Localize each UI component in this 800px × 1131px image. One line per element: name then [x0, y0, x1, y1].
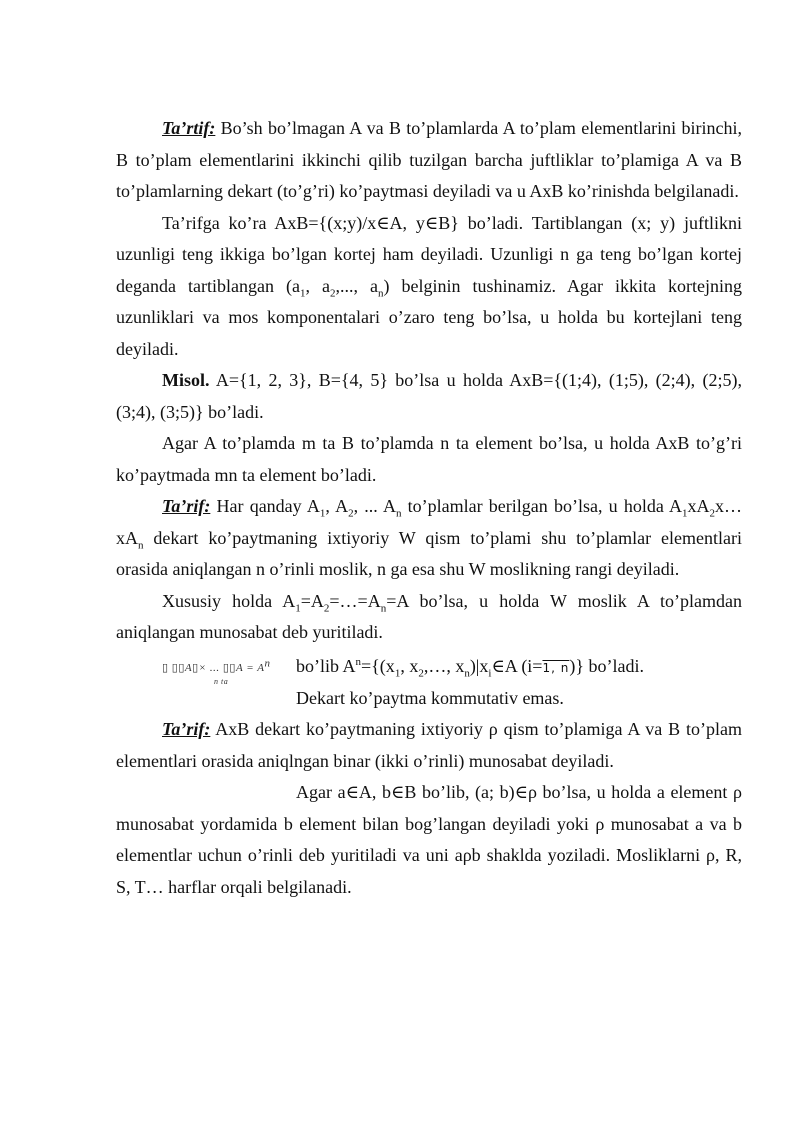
- definition-term: Ta’rtif:: [162, 118, 216, 138]
- document-body: [116, 113, 742, 903]
- equation-image: ▯ ▯▯A▯× ... ▯▯A = $A^n$ n ta: [162, 656, 271, 686]
- definition-paragraph-1: [116, 113, 742, 208]
- definition-paragraph-2: Ta’rif: Har qanday $A_1$, $A_2$, ... $A_n$ to’plamlar berilgan bo’lsa, u holda $A_1xA_2x\dots xA_n$ dekart ko’paytmaning ixtiyoriy W qism to’plami shu to’plamlar elementlari orasida aniqlangan n o’rinli moslik, n ga esa shu W moslikning rangi deyiladi.: [116, 496, 743, 579]
- paragraph-relation: Agar a∈A, b∈B bo’lib, (a; b)∈ρ bo’lsa, u holda a element ρ munosabat yordamida b element bilan bog’langan deyiladi yoki ρ munosabat a va b elementlar uchun o’rinli deb yuritiladi va uni aρb shaklda yoziladi. Mosliklarni ρ, R, S, T… harflar orqali belgilanadi.: [116, 782, 742, 897]
- definition-term: Ta’rif:: [162, 719, 211, 739]
- definition-text: Bo’sh bo’lmagan A va B to’plamlarda A to’plam elementlarini birinchi, B to’plam elementlarini ikkinchi qilib tuzilgan barcha juftliklar to’plamiga A va B to’plamlarning dekart (to’g’ri) ko’paytmasi deyiladi va u AxB ko’rinishda belgilanadi.: [116, 118, 742, 201]
- example-label: Misol.: [162, 370, 210, 390]
- paragraph-count: Agar A to’plamda m ta B to’plamda n ta element bo’lsa, u holda AxB to’g’ri ko’paytmada mn ta element bo’ladi.: [116, 433, 742, 485]
- paragraph-kortej: Ta’rifga ko’ra AxB={(x;y)/x∈A, y∈B} bo’ladi. Tartiblangan (x; y) juftlikni uzunligi teng ikkiga bo’lgan kortej ham deyiladi. Uzunligi n ga teng bo’lgan kortej deganda tartiblangan ($a_1$, $a_2$,..., $a_n$) belginin tushinamiz. Agar ikkita kortejning uzunliklari va mos komponentalari o’zaro teng bo’lsa, u holda bu kortejlani teng deyiladi.: [116, 212, 742, 359]
- index-range: 1, n: [542, 660, 570, 675]
- definition-paragraph-3: Ta’rif: AxB dekart ko’paytmaning ixtiyoriy ρ qism to’plamiga A va B to’plam elementlari orasida aniqlngan binar (ikki o’rinli) munosabat deyiladi.: [116, 719, 742, 771]
- centered-note: Dekart ko’paytma kommutativ emas.: [296, 687, 564, 708]
- definition-term: Ta’rif:: [162, 496, 211, 516]
- example-paragraph: Misol. A={1, 2, 3}, B={4, 5} bo’lsa u holda AxB={(1;4), (1;5), (2;4), (2;5), (3;4), (3;5)} bo’ladi.: [116, 370, 742, 422]
- paragraph-special-case: Xususiy holda $A_1=A_2=\dots=A_n=A$ bo’lsa, u holda W moslik A to’plamdan aniqlangan munosabat deb yuritiladi.: [116, 590, 742, 642]
- formula-text: bo’lib $A^n=\{(x_1$, $x_2,\dots$, $x_n)|x_i\in A$ (i=1, n)} bo’ladi.: [296, 655, 644, 680]
- formula-line: [116, 649, 742, 686]
